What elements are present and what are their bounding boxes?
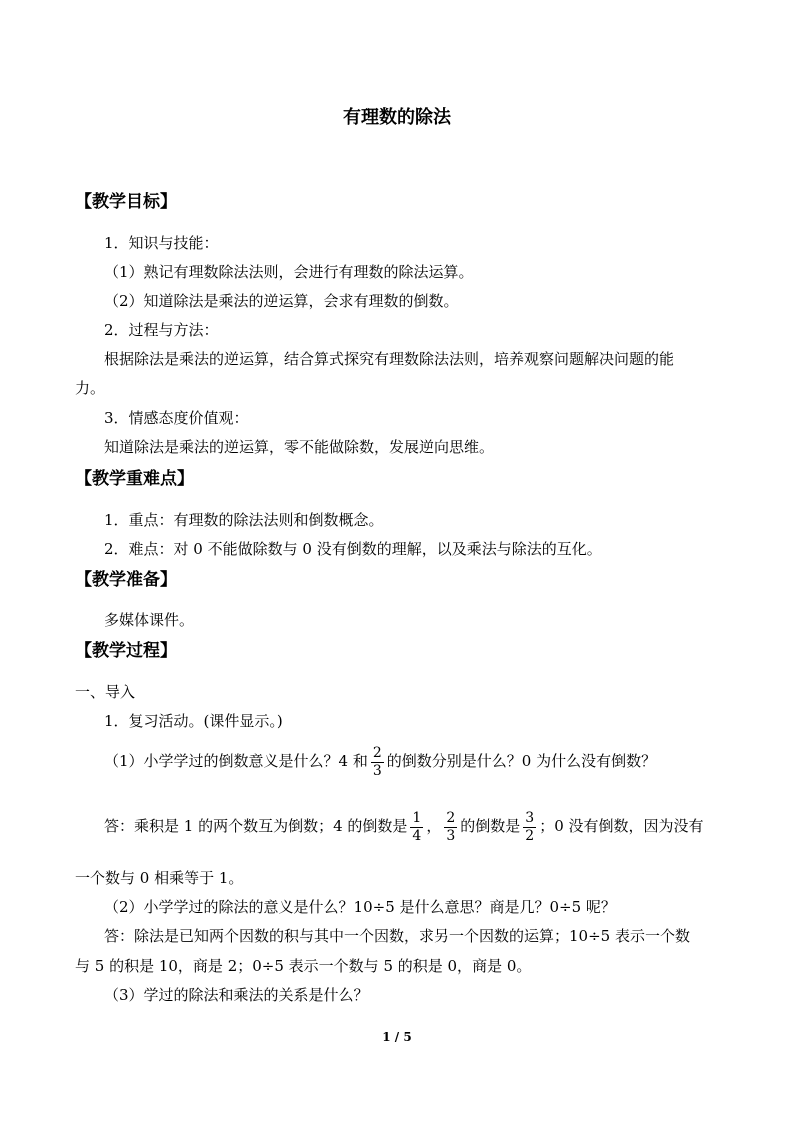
- objective-2-line1: 根据除法是乘法的逆运算，结合算式探究有理数除法法则，培养观察问题解决问题的能: [104, 350, 675, 368]
- objective-2-line2: 力。: [75, 379, 106, 397]
- question-3: （3）学过的除法和乘法的关系是什么？: [104, 986, 369, 1004]
- answer-2-line2: 与 5 的积是 10，商是 2；0÷5 表示一个数与 5 的积是 0，商是 0。: [75, 957, 532, 975]
- fraction-two-thirds: [444, 810, 457, 845]
- heading-preparation: 【教学准备】: [75, 570, 177, 590]
- answer-1-part2: ，: [426, 817, 442, 835]
- fraction-denominator: 2: [525, 827, 535, 844]
- question-1: [104, 742, 656, 780]
- fraction-numerator: 3: [525, 809, 535, 826]
- objective-2-title: 2．过程与方法：: [104, 321, 219, 339]
- heading-objectives: 【教学目标】: [75, 192, 177, 212]
- answer-1-part4: ；0 没有倒数，因为没有: [539, 817, 704, 835]
- preparation-text: 多媒体课件。: [104, 611, 195, 629]
- objective-1b: （2）知道除法是乘法的逆运算，会求有理数的倒数。: [104, 292, 459, 310]
- objective-3-title: 3．情感态度价值观：: [104, 409, 249, 427]
- objective-1-title: 1．知识与技能：: [104, 234, 219, 252]
- answer-1: [104, 807, 704, 845]
- fraction-denominator: 3: [446, 827, 456, 844]
- key-point-2: 2．难点：对 0 不能做除数与 0 没有倒数的理解，以及乘法与除法的互化。: [104, 540, 602, 558]
- question-1-part2: 的倒数分别是什么？0 为什么没有倒数？: [386, 752, 657, 770]
- review-activity: 1．复习活动。(课件显示。): [104, 712, 283, 730]
- key-point-1: 1．重点：有理数的除法法则和倒数概念。: [104, 511, 384, 529]
- objective-1a: （1）熟记有理数除法法则，会进行有理数的除法运算。: [104, 263, 474, 281]
- fraction-three-halves: [523, 810, 536, 845]
- fraction-two-thirds: [371, 745, 384, 780]
- fraction-numerator: 1: [412, 809, 422, 826]
- page-title: 有理数的除法: [343, 107, 451, 128]
- answer-1-line2: 一个数与 0 相乘等于 1。: [75, 869, 244, 887]
- answer-2-line1: 答：除法是已知两个因数的积与其中一个因数，求另一个因数的运算；10÷5 表示一个数: [104, 927, 690, 945]
- heading-process: 【教学过程】: [75, 641, 177, 661]
- page-number: 1 / 5: [382, 1030, 412, 1044]
- fraction-denominator: 4: [412, 827, 422, 844]
- fraction-denominator: 3: [372, 762, 382, 779]
- question-1-part1: （1）小学学过的倒数意义是什么？4 和: [104, 752, 368, 770]
- fraction-numerator: 2: [372, 744, 382, 761]
- heading-key-points: 【教学重难点】: [75, 469, 194, 489]
- answer-1-part1: 答：乘积是 1 的两个数互为倒数；4 的倒数是: [104, 817, 408, 835]
- fraction-one-quarter: [410, 810, 423, 845]
- question-2: （2）小学学过的除法的意义是什么？10÷5 是什么意思？商是几？0÷5 呢？: [104, 898, 616, 916]
- answer-1-part3: 的倒数是: [460, 817, 521, 835]
- section-intro: 一、导入: [75, 683, 136, 701]
- objective-3-text: 知道除法是乘法的逆运算，零不能做除数，发展逆向思维。: [104, 438, 495, 456]
- fraction-numerator: 2: [446, 809, 456, 826]
